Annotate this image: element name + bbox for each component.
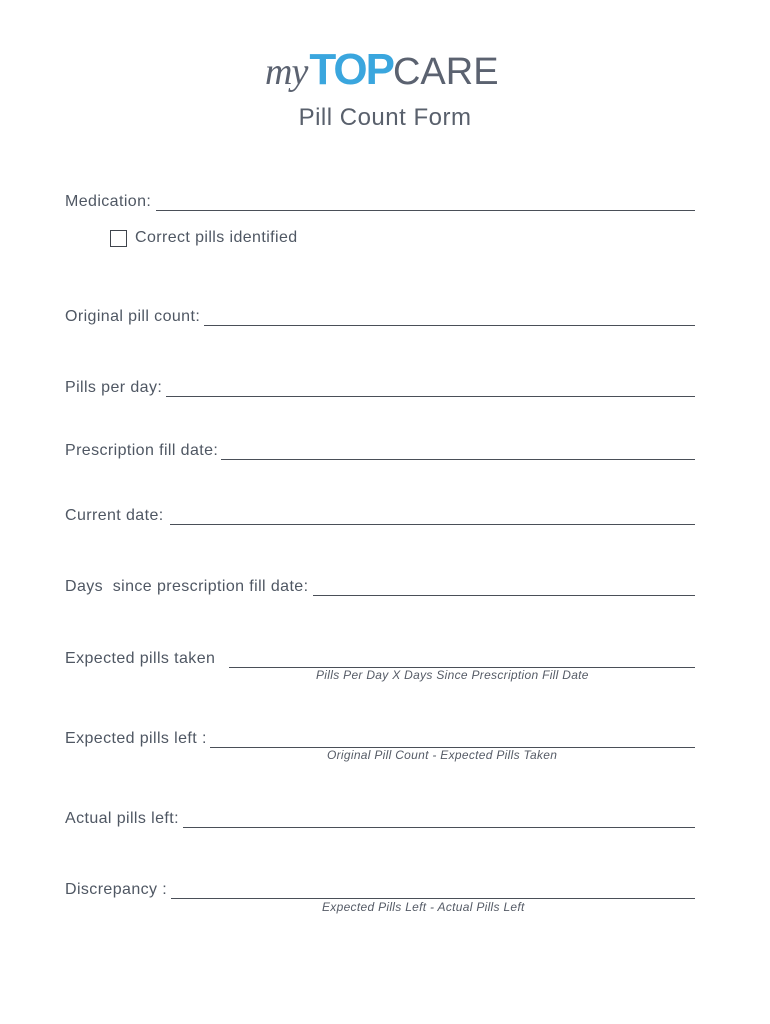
actual-pills-left-field[interactable]: [183, 827, 695, 828]
expected-pills-left-hint: Original Pill Count - Expected Pills Taken: [327, 748, 558, 762]
prescription-fill-date-row: [65, 437, 695, 461]
original-pill-count-field[interactable]: [204, 325, 695, 326]
expected-pills-taken-label: Expected pills taken: [65, 650, 216, 667]
discrepancy-label: Discrepancy :: [65, 881, 168, 898]
correct-pills-label: Correct pills identified: [135, 229, 298, 246]
days-since-fill-row: [65, 573, 695, 597]
prescription-fill-date-label: Prescription fill date:: [65, 442, 219, 459]
pills-per-day-field[interactable]: [166, 396, 695, 397]
discrepancy-row: [65, 876, 695, 900]
original-pill-count-label: Original pill count:: [65, 308, 201, 325]
expected-pills-taken-row: [65, 645, 695, 669]
prescription-fill-date-field[interactable]: [221, 459, 695, 460]
pills-per-day-row: [65, 374, 695, 398]
expected-pills-taken-hint: Pills Per Day X Days Since Prescription Fill Date: [316, 668, 589, 682]
current-date-label: Current date:: [65, 507, 164, 524]
brand-logo: [265, 44, 515, 96]
current-date-row: [65, 502, 695, 526]
form-title: Pill Count Form: [298, 104, 472, 131]
correct-pills-row: [110, 228, 298, 248]
discrepancy-hint: Expected Pills Left - Actual Pills Left: [322, 900, 525, 914]
medication-row: [65, 188, 695, 212]
actual-pills-left-row: [65, 805, 695, 829]
logo-my: my: [265, 51, 308, 93]
days-since-fill-field[interactable]: [313, 595, 695, 596]
current-date-field[interactable]: [170, 524, 695, 525]
expected-pills-left-row: [65, 725, 695, 749]
days-since-fill-label: Days since prescription fill date:: [65, 578, 309, 595]
original-pill-count-row: [65, 303, 695, 327]
discrepancy-field[interactable]: [171, 898, 695, 899]
logo-care: CARE: [392, 51, 499, 93]
correct-pills-checkbox[interactable]: [110, 230, 127, 247]
expected-pills-left-label: Expected pills left :: [65, 730, 207, 747]
actual-pills-left-label: Actual pills left:: [65, 810, 179, 827]
medication-label: Medication:: [65, 193, 152, 210]
pills-per-day-label: Pills per day:: [65, 379, 163, 396]
logo-top: TOP: [309, 45, 393, 94]
medication-field[interactable]: [156, 210, 695, 211]
